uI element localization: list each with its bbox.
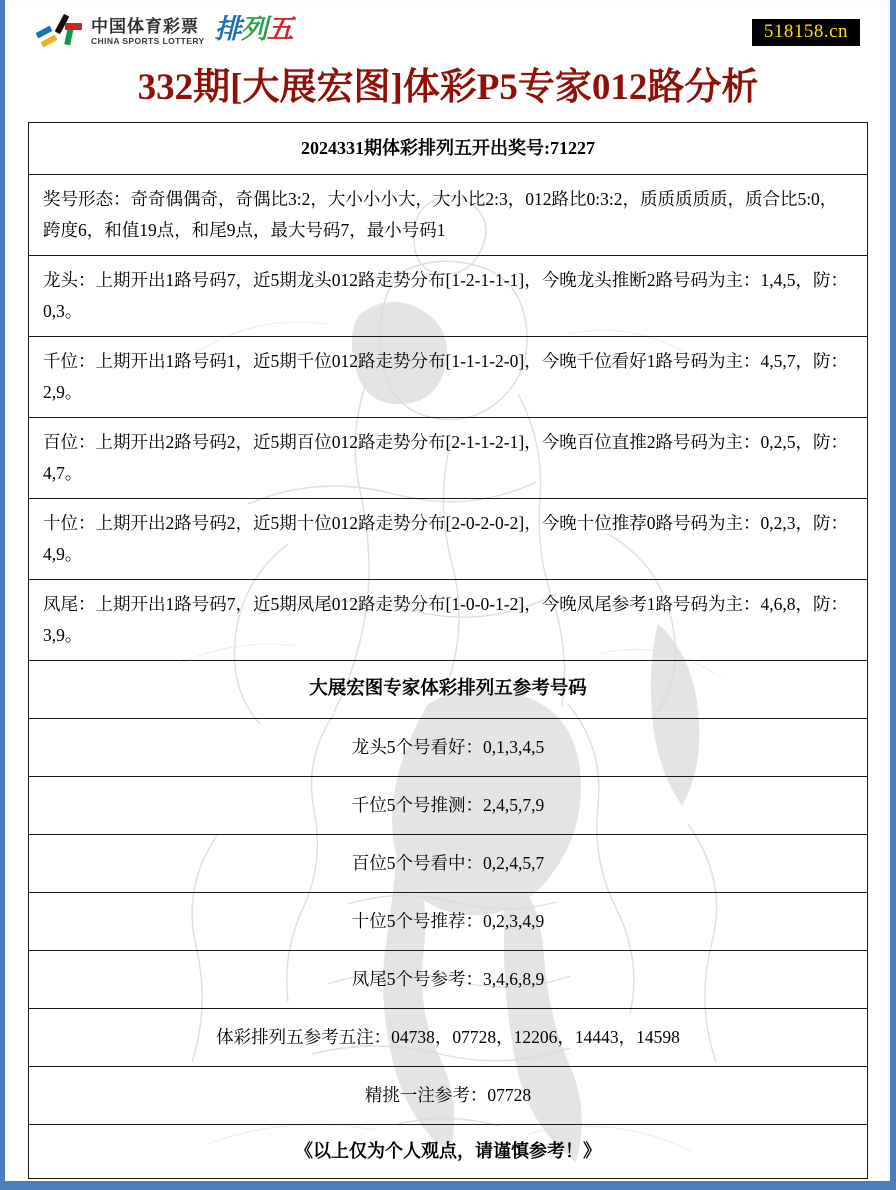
brand-text-block: [91, 17, 205, 47]
table-row-position-qianwei: [29, 337, 868, 418]
sports-lottery-emblem-icon: [36, 14, 84, 50]
position-longtou-cell: 龙头：上期开出1路号码7，近5期龙头012路走势分布[1-2-1-1-1]，今晚龙头推断2路号码为主：1,4,5，防：0,3。: [29, 256, 868, 337]
position-qianwei-cell: 千位：上期开出1路号码1，近5期千位012路走势分布[1-1-1-2-0]，今晚千位看好1路号码为主：4,5,7，防：2,9。: [29, 337, 868, 418]
position-shiwei-cell: 十位：上期开出2路号码2，近5期十位012路走势分布[2-0-2-0-2]，今晚十位推荐0路号码为主：0,2,3，防：4,9。: [29, 499, 868, 580]
pick-qianwei-cell: 千位5个号推测：2,4,5,7,9: [29, 777, 868, 835]
table-row-pick-baiwei: [29, 835, 868, 893]
table-row-pick-fengwei: [29, 951, 868, 1009]
disclaimer-cell: 《以上仅为个人观点，请谨慎参考！》: [29, 1125, 868, 1179]
pick-longtou-cell: 龙头5个号看好：0,1,3,4,5: [29, 719, 868, 777]
brand-name-en: CHINA SPORTS LOTTERY: [91, 36, 205, 46]
five-bets-cell: 体彩排列五参考五注：04738，07728，12206，14443，14598: [29, 1009, 868, 1067]
table-row-position-shiwei: [29, 499, 868, 580]
page-title: 332期[大展宏图]体彩P5专家012路分析: [137, 67, 759, 108]
table-row-five-bets: [29, 1009, 868, 1067]
pick-baiwei-cell: 百位5个号看中：0,2,4,5,7: [29, 835, 868, 893]
table-row-pick-qianwei: [29, 777, 868, 835]
table-row-section-header: [29, 661, 868, 719]
site-url-badge[interactable]: 518158.cn: [752, 19, 860, 46]
table-row-single-bet: [29, 1067, 868, 1125]
brand-name-cn: 中国体育彩票: [91, 17, 199, 36]
pick-fengwei-cell: 凤尾5个号参考：3,4,6,8,9: [29, 951, 868, 1009]
position-baiwei-cell: 百位：上期开出2路号码2，近5期百位012路走势分布[2-1-1-2-1]，今晚百位直推2路号码为主：0,2,5，防：4,7。: [29, 418, 868, 499]
table-row-draw-result: [29, 123, 868, 175]
table-row-pick-longtou: [29, 719, 868, 777]
table-row-position-longtou: [29, 256, 868, 337]
pick-shiwei-cell: 十位5个号推荐：0,2,3,4,9: [29, 893, 868, 951]
position-fengwei-cell: 凤尾：上期开出1路号码7，近5期凤尾012路走势分布[1-0-0-1-2]，今晚凤尾参考1路号码为主：4,6,8，防：3,9。: [29, 580, 868, 661]
shape-analysis-cell: 奖号形态：奇奇偶偶奇，奇偶比3:2，大小小小大，大小比2:3，012路比0:3:2，质质质质质，质合比5:0，跨度6，和值19点，和尾9点，最大号码7，最小号码1: [29, 175, 868, 256]
site-header: [22, 6, 874, 58]
section-header-cell: 大展宏图专家体彩排列五参考号码: [29, 661, 868, 719]
game-name-pailiewu: [215, 14, 293, 44]
game-char-1: 排: [214, 14, 241, 44]
game-char-3: 五: [266, 14, 293, 44]
table-row-position-baiwei: [29, 418, 868, 499]
analysis-table: [28, 122, 868, 1179]
table-row-pick-shiwei: [29, 893, 868, 951]
single-bet-cell: 精挑一注参考：07728: [29, 1067, 868, 1125]
brand-logo: [36, 14, 293, 50]
draw-result-cell: 2024331期体彩排列五开出奖号:71227: [29, 123, 868, 175]
table-row-position-fengwei: [29, 580, 868, 661]
table-row-shape-analysis: [29, 175, 868, 256]
page-inner: [10, 6, 886, 1180]
game-char-2: 列: [240, 14, 267, 44]
table-row-disclaimer: [29, 1125, 868, 1179]
